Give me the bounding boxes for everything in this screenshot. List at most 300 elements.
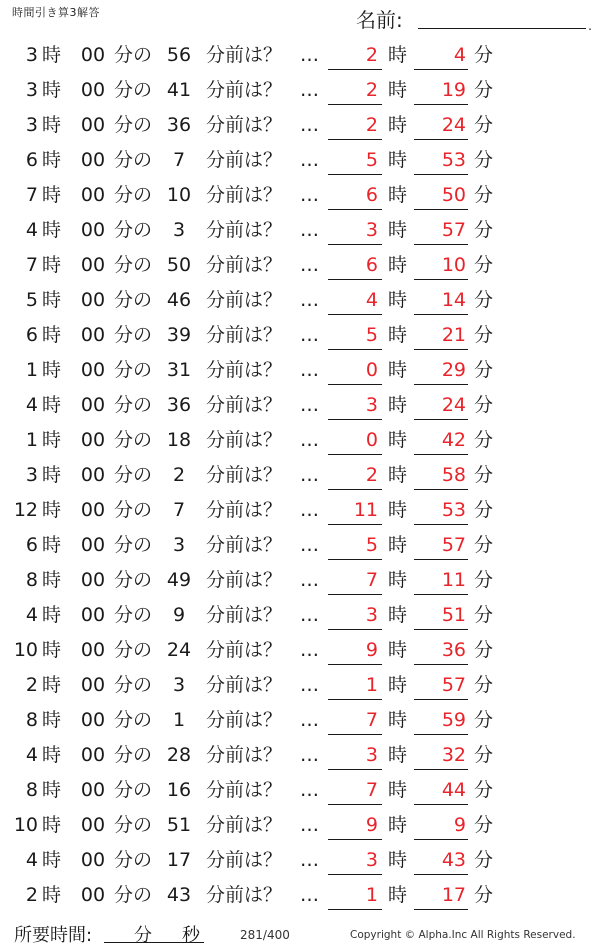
answer-hour-unit: 時 [388,814,408,836]
answer-minute-unit: 分 [474,744,494,766]
minutes-before: 7 [172,149,186,171]
answer-hour-unit: 時 [388,779,408,801]
problem-hour: 4 [25,219,38,241]
answer-minutes-blank[interactable] [414,699,468,700]
answer-hour-blank[interactable] [328,384,382,385]
hour-unit-label: 時 [42,884,62,906]
minutes-before-label: 分前は？ [206,709,283,731]
hour-unit-label: 時 [42,114,62,136]
minutes-before: 1 [172,709,186,731]
answer-minutes-blank[interactable] [414,349,468,350]
answer-minutes: 51 [441,604,466,626]
problem-hour: 12 [13,499,38,521]
problem-row [0,843,600,878]
problem-minutes: 00 [80,254,106,276]
problem-hour: 8 [25,569,38,591]
minutes-of-label: 分の [114,674,153,696]
minutes-of-label: 分の [114,254,153,276]
minutes-before: 3 [172,674,186,696]
ellipsis-mark: … [300,674,320,696]
answer-minutes-blank[interactable] [414,909,468,910]
answer-hour-unit: 時 [388,79,408,101]
answer-hour-blank[interactable] [328,664,382,665]
answer-hour-unit: 時 [388,709,408,731]
answer-hour: 5 [365,149,378,171]
minutes-before-label: 分前は？ [206,534,283,556]
answer-hour-unit: 時 [388,254,408,276]
minutes-before-label: 分前は？ [206,744,283,766]
answer-minutes: 24 [441,394,466,416]
answer-minute-unit: 分 [474,44,494,66]
hour-unit-label: 時 [42,744,62,766]
minutes-of-label: 分の [114,184,153,206]
minutes-before-label: 分前は？ [206,114,283,136]
answer-minute-unit: 分 [474,814,494,836]
ellipsis-mark: … [300,184,320,206]
problem-hour: 3 [25,79,38,101]
answer-minute-unit: 分 [474,359,494,381]
ellipsis-mark: … [300,254,320,276]
minutes-before-label: 分前は？ [206,639,283,661]
answer-minute-unit: 分 [474,569,494,591]
problem-row [0,528,600,563]
problem-row [0,178,600,213]
answer-minutes: 53 [441,149,466,171]
answer-hour: 7 [365,569,378,591]
minutes-of-label: 分の [114,814,153,836]
answer-hour-blank[interactable] [328,209,382,210]
minutes-of-label: 分の [114,884,153,906]
hour-unit-label: 時 [42,219,62,241]
answer-minutes-blank[interactable] [414,629,468,630]
answer-minutes: 53 [441,499,466,521]
answer-hour-unit: 時 [388,149,408,171]
hour-unit-label: 時 [42,359,62,381]
ellipsis-mark: … [300,464,320,486]
ellipsis-mark: … [300,884,320,906]
answer-hour-unit: 時 [388,569,408,591]
minutes-before-label: 分前は？ [206,849,283,871]
hour-unit-label: 時 [42,674,62,696]
problem-row [0,808,600,843]
answer-hour: 3 [365,604,378,626]
problem-row [0,283,600,318]
answer-minute-unit: 分 [474,884,494,906]
minutes-before: 7 [172,499,186,521]
answer-minutes: 57 [441,219,466,241]
answer-hour: 5 [365,534,378,556]
answer-hour-blank[interactable] [328,524,382,525]
answer-hour: 1 [365,674,378,696]
minutes-of-label: 分の [114,219,153,241]
hour-unit-label: 時 [42,44,62,66]
minutes-before: 41 [166,79,192,101]
answer-hour-blank[interactable] [328,279,382,280]
minutes-of-label: 分の [114,324,153,346]
answer-minute-unit: 分 [474,289,494,311]
answer-minute-unit: 分 [474,674,494,696]
problem-row [0,633,600,668]
answer-hour-blank[interactable] [328,874,382,875]
answer-hour: 5 [365,324,378,346]
name-blank-line[interactable] [418,28,586,29]
answer-minutes: 21 [441,324,466,346]
time-seconds-unit: 秒 [182,925,200,946]
problem-row [0,73,600,108]
hour-unit-label: 時 [42,254,62,276]
minutes-before: 17 [166,849,192,871]
answer-hour: 0 [365,359,378,381]
answer-minute-unit: 分 [474,849,494,871]
answer-hour: 3 [365,849,378,871]
answer-minutes-blank[interactable] [414,524,468,525]
answer-minutes-blank[interactable] [414,734,468,735]
problem-row [0,493,600,528]
problem-minutes: 00 [80,534,106,556]
answer-hour-blank[interactable] [328,734,382,735]
problem-minutes: 00 [80,429,106,451]
name-end-mark: . [588,19,592,33]
answer-minute-unit: 分 [474,219,494,241]
problem-minutes: 00 [80,499,106,521]
minutes-of-label: 分の [114,394,153,416]
answer-minutes: 57 [441,534,466,556]
minutes-before: 18 [166,429,192,451]
answer-minutes: 42 [441,429,466,451]
problem-minutes: 00 [80,604,106,626]
answer-hour: 2 [365,44,378,66]
minutes-before: 56 [166,44,192,66]
answer-hour-blank[interactable] [328,139,382,140]
problem-minutes: 00 [80,744,106,766]
ellipsis-mark: … [300,149,320,171]
minutes-before-label: 分前は？ [206,394,283,416]
answer-minutes: 14 [441,289,466,311]
answer-minutes-blank[interactable] [414,139,468,140]
answer-hour-blank[interactable] [328,244,382,245]
problem-hour: 3 [25,114,38,136]
minutes-before: 10 [166,184,192,206]
answer-minute-unit: 分 [474,779,494,801]
problem-hour: 7 [25,184,38,206]
minutes-before-label: 分前は？ [206,324,283,346]
answer-hour-blank[interactable] [328,489,382,490]
answer-hour-blank[interactable] [328,69,382,70]
minutes-before: 9 [172,604,186,626]
answer-minutes: 11 [441,569,466,591]
problem-hour: 5 [25,289,38,311]
answer-minutes-blank[interactable] [414,384,468,385]
answer-minutes: 9 [453,814,466,836]
answer-minutes-blank[interactable] [414,209,468,210]
answer-minute-unit: 分 [474,394,494,416]
minutes-before-label: 分前は？ [206,429,283,451]
answer-hour-blank[interactable] [328,594,382,595]
problem-hour: 7 [25,254,38,276]
ellipsis-mark: … [300,219,320,241]
minutes-before-label: 分前は？ [206,149,283,171]
problem-row [0,773,600,808]
problem-minutes: 00 [80,779,106,801]
answer-minutes-blank[interactable] [414,804,468,805]
problem-row [0,143,600,178]
problem-row [0,878,600,913]
problem-row [0,388,600,423]
answer-minutes: 29 [441,359,466,381]
problem-minutes: 00 [80,884,106,906]
minutes-before: 3 [172,534,186,556]
hour-unit-label: 時 [42,814,62,836]
answer-hour-unit: 時 [388,499,408,521]
minutes-of-label: 分の [114,149,153,171]
problem-row [0,108,600,143]
answer-hour: 3 [365,394,378,416]
problem-minutes: 00 [80,359,106,381]
minutes-of-label: 分の [114,709,153,731]
answer-minutes: 59 [441,709,466,731]
answer-minutes-blank[interactable] [414,489,468,490]
answer-minutes-blank[interactable] [414,314,468,315]
minutes-of-label: 分の [114,849,153,871]
answer-minutes-blank[interactable] [414,174,468,175]
problem-row [0,353,600,388]
answer-hour-unit: 時 [388,674,408,696]
minutes-of-label: 分の [114,429,153,451]
ellipsis-mark: … [300,114,320,136]
answer-minute-unit: 分 [474,79,494,101]
answer-minutes-blank[interactable] [414,69,468,70]
problem-row [0,423,600,458]
answer-minutes-blank[interactable] [414,279,468,280]
minutes-before-label: 分前は？ [206,569,283,591]
ellipsis-mark: … [300,779,320,801]
answer-hour-unit: 時 [388,114,408,136]
problem-minutes: 00 [80,219,106,241]
answer-hour-unit: 時 [388,604,408,626]
ellipsis-mark: … [300,289,320,311]
ellipsis-mark: … [300,44,320,66]
problem-row [0,598,600,633]
answer-hour-unit: 時 [388,359,408,381]
answer-hour-blank[interactable] [328,909,382,910]
problem-minutes: 00 [80,184,106,206]
answer-minutes: 32 [441,744,466,766]
problem-row [0,563,600,598]
problem-minutes: 00 [80,814,106,836]
problem-minutes: 00 [80,79,106,101]
answer-minutes: 36 [441,639,466,661]
answer-minutes-blank[interactable] [414,454,468,455]
problem-hour: 3 [25,464,38,486]
minutes-of-label: 分の [114,569,153,591]
hour-unit-label: 時 [42,499,62,521]
problem-minutes: 00 [80,149,106,171]
hour-unit-label: 時 [42,184,62,206]
answer-hour: 0 [365,429,378,451]
hour-unit-label: 時 [42,464,62,486]
answer-minute-unit: 分 [474,499,494,521]
answer-hour-blank[interactable] [328,314,382,315]
minutes-before: 43 [166,884,192,906]
minutes-before: 16 [166,779,192,801]
answer-hour-unit: 時 [388,324,408,346]
minutes-of-label: 分の [114,44,153,66]
problem-minutes: 00 [80,394,106,416]
answer-hour-blank[interactable] [328,174,382,175]
answer-hour-unit: 時 [388,394,408,416]
hour-unit-label: 時 [42,779,62,801]
answer-hour: 9 [365,639,378,661]
time-required-label: 所要時間: [14,925,93,946]
answer-minutes: 19 [441,79,466,101]
answer-hour: 2 [365,464,378,486]
ellipsis-mark: … [300,569,320,591]
answer-hour-blank[interactable] [328,104,382,105]
minutes-before: 2 [172,464,186,486]
answer-minutes: 58 [441,464,466,486]
answer-hour-blank[interactable] [328,699,382,700]
problem-row [0,38,600,73]
problem-hour: 6 [25,534,38,556]
answer-hour-blank[interactable] [328,629,382,630]
answer-hour: 9 [365,814,378,836]
problem-hour: 2 [25,674,38,696]
answer-hour-blank[interactable] [328,559,382,560]
ellipsis-mark: … [300,324,320,346]
answer-minutes-blank[interactable] [414,874,468,875]
answer-hour: 2 [365,79,378,101]
answer-minutes-blank[interactable] [414,594,468,595]
answer-hour: 11 [353,499,378,521]
answer-minutes-blank[interactable] [414,664,468,665]
answer-hour-blank[interactable] [328,804,382,805]
minutes-before: 50 [166,254,192,276]
problem-minutes: 00 [80,569,106,591]
answer-hour-unit: 時 [388,289,408,311]
answer-minutes-blank[interactable] [414,769,468,770]
page-number: 281/400 [240,928,290,942]
hour-unit-label: 時 [42,394,62,416]
minutes-before-label: 分前は？ [206,79,283,101]
problem-hour: 3 [25,44,38,66]
minutes-before-label: 分前は？ [206,464,283,486]
answer-hour-unit: 時 [388,184,408,206]
answer-minutes: 17 [441,884,466,906]
minutes-of-label: 分の [114,114,153,136]
hour-unit-label: 時 [42,324,62,346]
hour-unit-label: 時 [42,709,62,731]
answer-minute-unit: 分 [474,464,494,486]
worksheet-title: 時間引き算3解答 [12,6,100,19]
problem-minutes: 00 [80,464,106,486]
problem-minutes: 00 [80,44,106,66]
minutes-before: 31 [166,359,192,381]
answer-hour: 2 [365,114,378,136]
problem-hour: 4 [25,604,38,626]
hour-unit-label: 時 [42,534,62,556]
problem-row [0,248,600,283]
minutes-before-label: 分前は？ [206,44,283,66]
ellipsis-mark: … [300,359,320,381]
minutes-before-label: 分前は？ [206,184,283,206]
minutes-before: 39 [166,324,192,346]
answer-minutes-blank[interactable] [414,104,468,105]
answer-hour: 3 [365,219,378,241]
minutes-of-label: 分の [114,499,153,521]
problem-row [0,458,600,493]
answer-minutes-blank[interactable] [414,559,468,560]
answer-minute-unit: 分 [474,254,494,276]
problem-minutes: 00 [80,639,106,661]
ellipsis-mark: … [300,394,320,416]
answer-hour: 7 [365,779,378,801]
answer-minute-unit: 分 [474,709,494,731]
minutes-of-label: 分の [114,639,153,661]
answer-hour-unit: 時 [388,44,408,66]
answer-minute-unit: 分 [474,429,494,451]
answer-hour-unit: 時 [388,464,408,486]
problem-minutes: 00 [80,849,106,871]
minutes-of-label: 分の [114,359,153,381]
answer-minutes-blank[interactable] [414,419,468,420]
answer-hour-unit: 時 [388,534,408,556]
problem-row [0,738,600,773]
answer-minutes: 24 [441,114,466,136]
problem-hour: 8 [25,709,38,731]
answer-hour: 6 [365,184,378,206]
answer-minute-unit: 分 [474,639,494,661]
minutes-of-label: 分の [114,604,153,626]
problem-minutes: 00 [80,289,106,311]
minutes-before-label: 分前は？ [206,779,283,801]
problem-hour: 1 [25,429,38,451]
hour-unit-label: 時 [42,569,62,591]
answer-hour-unit: 時 [388,639,408,661]
answer-hour-blank[interactable] [328,349,382,350]
minutes-of-label: 分の [114,744,153,766]
problem-hour: 4 [25,849,38,871]
answer-hour-blank[interactable] [328,769,382,770]
name-label: 名前: [356,8,403,32]
answer-minutes-blank[interactable] [414,839,468,840]
problem-hour: 2 [25,884,38,906]
answer-minutes: 57 [441,674,466,696]
minutes-before: 46 [166,289,192,311]
answer-minute-unit: 分 [474,604,494,626]
problem-hour: 4 [25,744,38,766]
answer-hour: 7 [365,709,378,731]
problem-hour: 8 [25,779,38,801]
answer-hour-blank[interactable] [328,419,382,420]
answer-hour-blank[interactable] [328,454,382,455]
answer-minute-unit: 分 [474,534,494,556]
answer-minutes-blank[interactable] [414,244,468,245]
problem-hour: 10 [13,639,38,661]
problem-minutes: 00 [80,324,106,346]
answer-hour-unit: 時 [388,744,408,766]
ellipsis-mark: … [300,79,320,101]
answer-hour: 6 [365,254,378,276]
minutes-before: 51 [166,814,192,836]
problem-hour: 1 [25,359,38,381]
hour-unit-label: 時 [42,79,62,101]
problem-row [0,318,600,353]
answer-hour-blank[interactable] [328,839,382,840]
answer-hour: 4 [365,289,378,311]
minutes-before: 28 [166,744,192,766]
footer [0,918,600,948]
ellipsis-mark: … [300,534,320,556]
